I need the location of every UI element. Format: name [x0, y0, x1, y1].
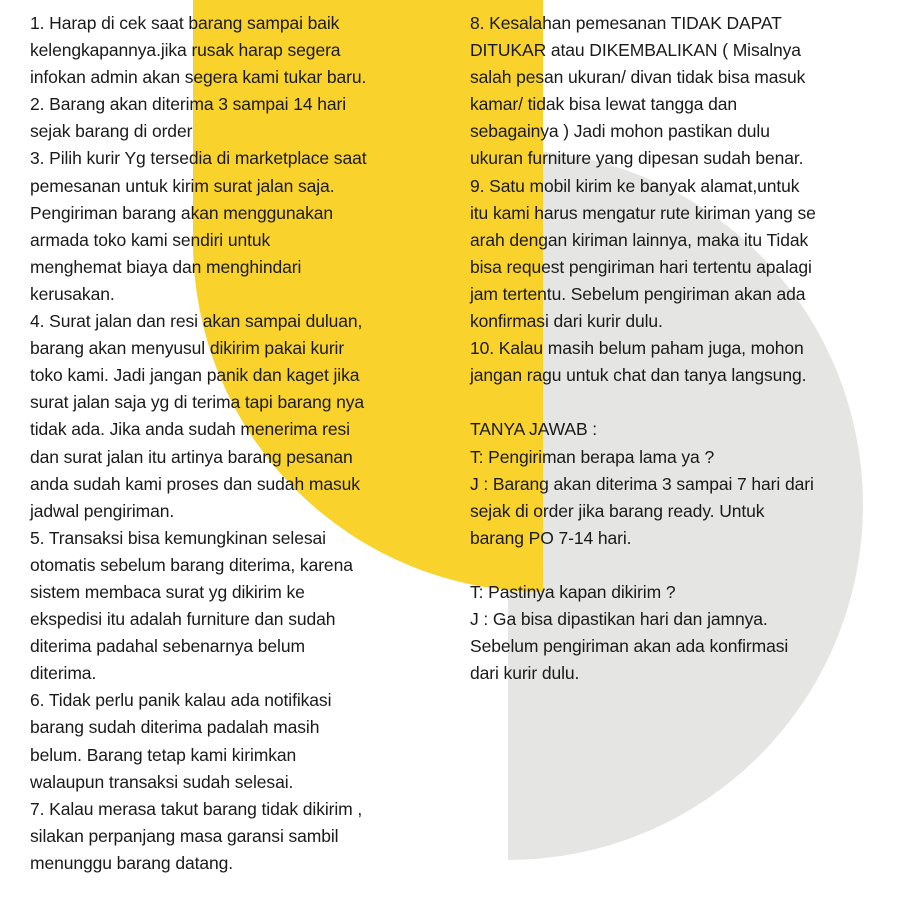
left-column-line: pemesanan untuk kirim surat jalan saja.: [30, 175, 335, 196]
right-column-line: [470, 552, 816, 579]
left-column-line: silakan perpanjang masa garansi sambil: [30, 825, 339, 846]
left-column-line: kerusakan.: [30, 283, 115, 304]
right-column-line: jangan ragu untuk chat dan tanya langsung.: [470, 365, 807, 386]
left-column-line: kelengkapannya.jika rusak harap segera: [30, 40, 341, 61]
right-column-line: ukuran furniture yang dipesan sudah benar.: [470, 148, 804, 169]
right-column-line: J : Barang akan diterima 3 sampai 7 hari dari: [470, 473, 814, 494]
right-column-line: bisa request pengiriman hari tertentu apalagi: [470, 256, 812, 277]
right-text-column: [470, 10, 816, 687]
left-column-line: Pengiriman barang akan menggunakan: [30, 202, 334, 223]
left-column-line: toko kami. Jadi jangan panik dan kaget jika: [30, 365, 360, 386]
left-column-line: diterima.: [30, 663, 97, 684]
right-column-line: T: Pengiriman berapa lama ya ?: [470, 446, 715, 467]
left-column-line: otomatis sebelum barang diterima, karena: [30, 554, 353, 575]
left-column-line: 7. Kalau merasa takut barang tidak dikirim ,: [30, 798, 363, 819]
left-column-line: sistem membaca surat yg dikirim ke: [30, 581, 305, 602]
left-column-line: 2. Barang akan diterima 3 sampai 14 hari: [30, 94, 347, 115]
left-column-line: armada toko kami sendiri untuk: [30, 229, 271, 250]
left-column-line: 5. Transaksi bisa kemungkinan selesai: [30, 527, 326, 548]
left-column-line: ekspedisi itu adalah furniture dan sudah: [30, 609, 336, 630]
right-column-line: 9. Satu mobil kirim ke banyak alamat,untuk: [470, 175, 800, 196]
left-column-line: tidak ada. Jika anda sudah menerima resi: [30, 419, 350, 440]
left-column-line: dan surat jalan itu artinya barang pesanan: [30, 446, 353, 467]
left-column-line: 6. Tidak perlu panik kalau ada notifikasi: [30, 690, 332, 711]
left-column-line: sejak barang di order: [30, 121, 193, 142]
right-column-line: barang PO 7-14 hari.: [470, 527, 632, 548]
left-column-line: jadwal pengiriman.: [30, 500, 175, 521]
right-column-line: salah pesan ukuran/ divan tidak bisa masuk: [470, 67, 806, 88]
left-column-line: walaupun transaksi sudah selesai.: [30, 771, 294, 792]
left-column-line: surat jalan saja yg di terima tapi barang nya: [30, 392, 365, 413]
right-column-line: sebagainya ) Jadi mohon pastikan dulu: [470, 121, 770, 142]
left-column-line: 3. Pilih kurir Yg tersedia di marketplace saat: [30, 148, 367, 169]
right-column-line: J : Ga bisa dipastikan hari dan jamnya.: [470, 609, 768, 630]
left-column-line: belum. Barang tetap kami kirimkan: [30, 744, 297, 765]
right-column-line: itu kami harus mengatur rute kiriman yang se: [470, 202, 816, 223]
right-column-line: TANYA JAWAB :: [470, 419, 598, 440]
right-column-line: Sebelum pengiriman akan ada konfirmasi: [470, 636, 789, 657]
right-column-line: T: Pastinya kapan dikirim ?: [470, 581, 676, 602]
left-column-line: anda sudah kami proses dan sudah masuk: [30, 473, 360, 494]
left-column-line: barang akan menyusul dikirim pakai kurir: [30, 338, 345, 359]
right-column-line: 8. Kesalahan pemesanan TIDAK DAPAT: [470, 13, 782, 33]
left-column-line: 4. Surat jalan dan resi akan sampai duluan,: [30, 311, 363, 332]
right-column-line: dari kurir dulu.: [470, 663, 580, 684]
left-column-line: barang sudah diterima padalah masih: [30, 717, 320, 738]
right-column-line: konfirmasi dari kurir dulu.: [470, 311, 663, 332]
left-column-line: infokan admin akan segera kami tukar baru.: [30, 67, 367, 88]
right-column-line: [470, 389, 816, 416]
right-column-line: arah dengan kiriman lainnya, maka itu Tidak: [470, 229, 809, 250]
right-column-line: jam tertentu. Sebelum pengiriman akan ada: [470, 283, 806, 304]
left-text-column: [30, 10, 367, 877]
right-column-line: DITUKAR atau DIKEMBALIKAN ( Misalnya: [470, 40, 801, 61]
left-column-line: diterima padahal sebenarnya belum: [30, 636, 305, 657]
left-column-line: menunggu barang datang.: [30, 852, 234, 873]
left-column-line: menghemat biaya dan menghindari: [30, 256, 302, 277]
right-column-line: sejak di order jika barang ready. Untuk: [470, 500, 765, 521]
left-column-line: 1. Harap di cek saat barang sampai baik: [30, 13, 340, 33]
right-column-line: 10. Kalau masih belum paham juga, mohon: [470, 338, 804, 359]
right-column-line: kamar/ tidak bisa lewat tangga dan: [470, 94, 738, 115]
